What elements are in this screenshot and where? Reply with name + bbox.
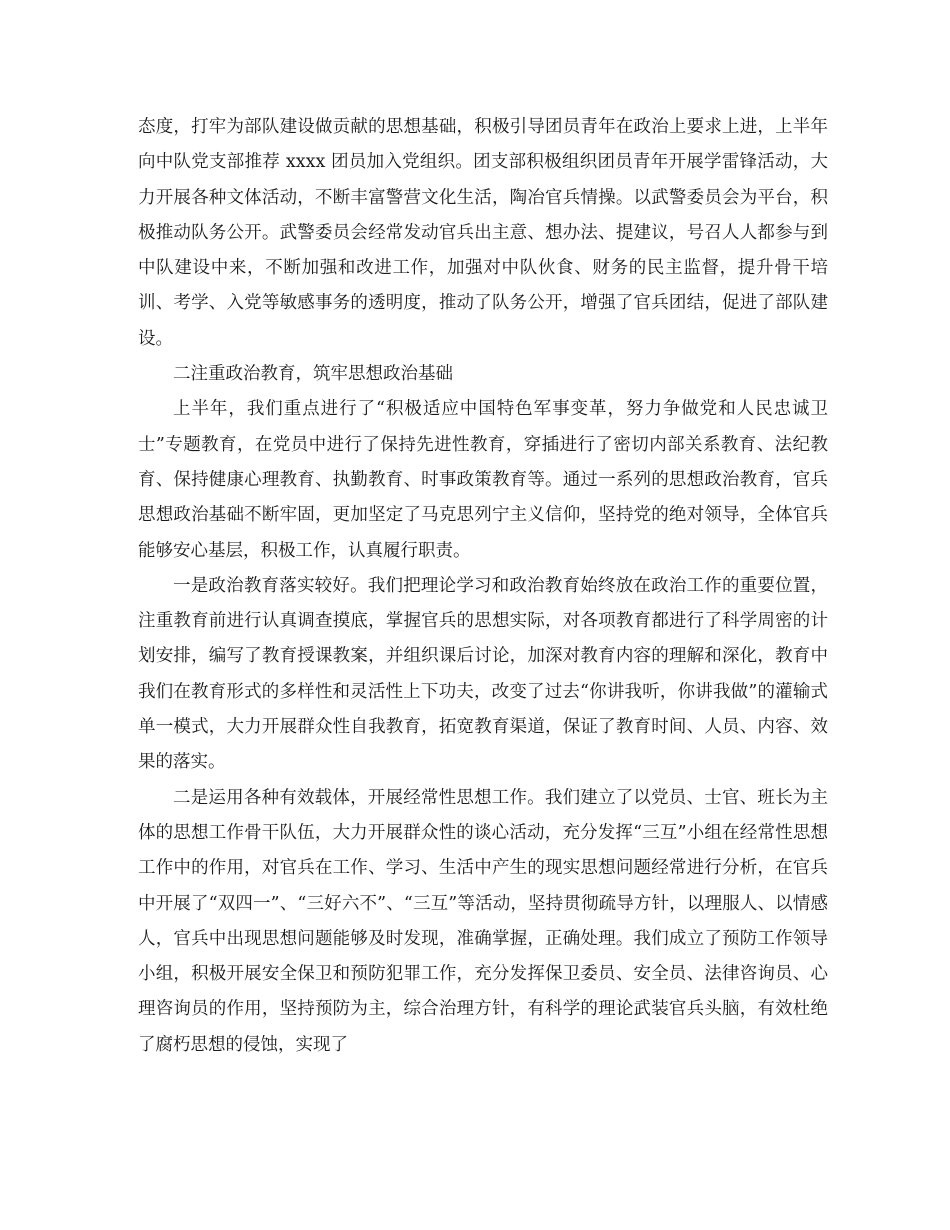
paragraph-continued: 态度，打牢为部队建设做贡献的思想基础，积极引导团员青年在政治上要求上进，上半年向中队党支部推荐 xxxx 团员加入党组织。团支部积极组织团员青年开展学雷锋活动，大力开展各种文体活动，不断丰富警营文化生活，陶冶官兵情操。以武警委员会为平台，积极推动队务公开。武警委员会经常发动官兵出主意、想办法、提建议，号召人人都参与到中队建设中来，不断加强和改进工作，加强对中队伙食、财务的民主监督，提升骨干培训、考学、入党等敏感事务的透明度，推动了队务公开，增强了官兵团结，促进了部队建设。 (138, 117, 828, 349)
document-body (138, 110, 828, 1063)
paragraph-education-overview: 上半年，我们重点进行了“积极适应中国特色军事变革，努力争做党和人民忠诚卫士”专题教育，在党员中进行了保持先进性教育，穿插进行了密切内部关系教育、法纪教育、保持健康心理教育、执勤教育、时事政策教育等。通过一系列的思想政治教育，官兵思想政治基础不断牢固，更加坚定了马克思列宁主义信仰，坚持党的绝对领导，全体官兵能够安心基层，积极工作，认真履行职责。 (138, 399, 828, 561)
paragraph-ideological-work: 二是运用各种有效载体，开展经常性思想工作。我们建立了以党员、士官、班长为主体的思想工作骨干队伍，大力开展群众性的谈心活动，充分发挥“三互”小组在经常性思想工作中的作用，对官兵在工作、学习、生活中产生的现实思想问题经常进行分析，在官兵中开展了“双四一”、“三好六不”、“三互”等活动，坚持贯彻疏导方针，以理服人、以情感人，官兵中出现思想问题能够及时发现，准确掌握，正确处理。我们成立了预防工作领导小组，积极开展安全保卫和预防犯罪工作，充分发挥保卫委员、安全员、法律咨询员、心理咨询员的作用，坚持预防为主，综合治理方针，有科学的理论武装官兵头脑，有效杜绝了腐朽思想的侵蚀，实现了 (138, 787, 828, 1055)
paragraph-political-education: 一是政治教育落实较好。我们把理论学习和政治教育始终放在政治工作的重要位置，注重教育前进行认真调查摸底，掌握官兵的思想实际，对各项教育都进行了科学周密的计划安排，编写了教育授课教案，并组织课后讨论，加深对教育内容的理解和深化，教育中我们在教育形式的多样性和灵活性上下功夫，改变了过去“你讲我听，你讲我做”的灌输式单一模式，大力开展群众性自我教育，拓宽教育渠道，保证了教育时间、人员、内容、效果的落实。 (138, 575, 828, 773)
section-heading: 二注重政治教育，筑牢思想政治基础 (173, 364, 453, 385)
